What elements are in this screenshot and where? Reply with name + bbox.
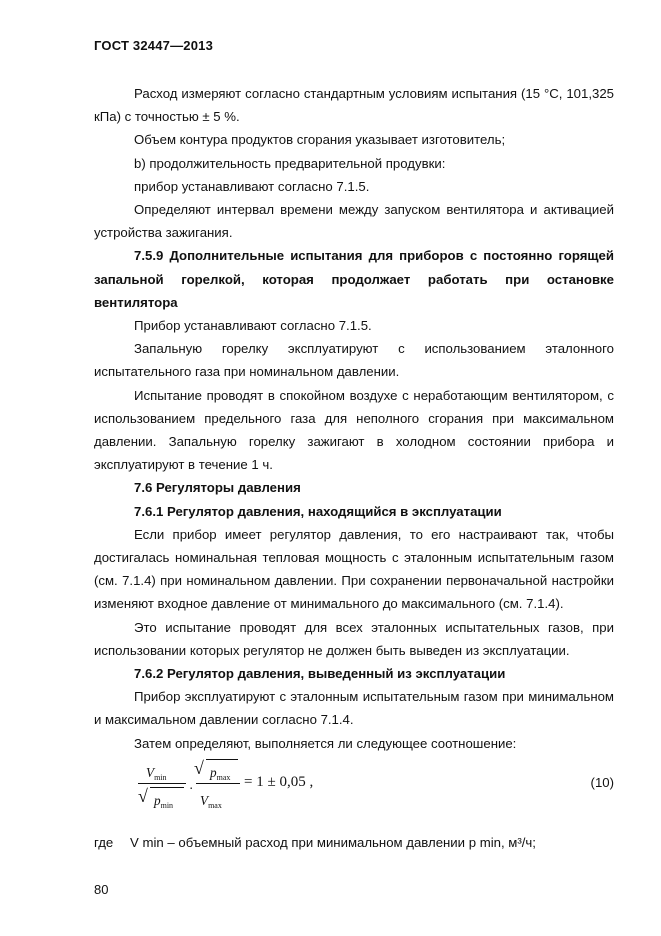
fraction-bar	[138, 783, 186, 784]
section-heading-7-6: 7.6 Регуляторы давления	[134, 480, 301, 496]
where-clause	[94, 831, 614, 855]
formula-rhs: = 1 ± 0,05 ,	[244, 773, 314, 790]
paragraph: Прибор устанавливают согласно 7.1.5.	[134, 318, 372, 334]
multiply-dot: ·	[189, 780, 194, 796]
sqrt-icon: √	[194, 757, 204, 778]
paragraph: Определяют интервал времени между запуском вентилятора и активацией устройства зажигания.	[94, 202, 614, 241]
paragraph: Объем контура продуктов сгорания указывает изготовитель;	[134, 132, 506, 148]
radical-bar	[150, 787, 184, 788]
paragraph: Прибор эксплуатируют с эталонным испытательным газом при минимальном и максимальном давлении согласно 7.1.4.	[94, 689, 614, 728]
document-header: ГОСТ 32447—2013	[94, 38, 213, 53]
paragraph: Если прибор имеет регулятор давления, то его настраивают так, чтобы достигалась номинальная тепловая мощность с эталонным испытательным газом (см. 7.1.4) при номинальном давлении. При сохранении первоначальной настройки изменяют входное давление от минимального до максимального (см. 7.1.4).	[94, 526, 614, 612]
paragraph: прибор устанавливают согласно 7.1.5.	[134, 178, 370, 194]
where-label: где	[94, 834, 114, 850]
section-heading-7-6-1: 7.6.1 Регулятор давления, находящийся в эксплуатации	[134, 503, 502, 519]
section-heading-7-6-2: 7.6.2 Регулятор давления, выведенный из эксплуатации	[134, 666, 506, 682]
page-number: 80	[94, 882, 109, 897]
paragraph: Испытание проводят в спокойном воздухе с неработающим вентилятором, с использованием предельного газа для неполного сгорания при максимальном давлении. Запальную горелку зажигают в холодном состоянии прибора и эксплуатируют в течение 1 ч.	[94, 387, 614, 473]
paragraph: Это испытание проводят для всех эталонных испытательных газов, при использовании которых регулятор не должен быть выведен из эксплуатации.	[94, 619, 614, 658]
formula-p-min: $p_{min}$	[154, 792, 174, 810]
section-heading-7-5-9: 7.5.9 Дополнительные испытания для приборов с постоянно горящей запальной горелкой, которая продолжает работать при остановке вентилятора	[94, 248, 614, 310]
equation-number: (10)	[590, 774, 614, 790]
radical-bar	[206, 759, 238, 760]
formula-v-min: $V_{min}$	[146, 764, 167, 782]
page-body	[94, 82, 614, 855]
paragraph: Затем определяют, выполняется ли следующее соотношение:	[134, 735, 517, 751]
fraction-bar	[196, 783, 240, 784]
formula-p-max: $p_{max}$	[210, 764, 231, 782]
formula-10	[94, 757, 614, 827]
sqrt-icon: √	[138, 785, 148, 806]
paragraph: b) продолжительность предварительной продувки:	[134, 155, 446, 171]
formula-v-max: $V_{max}$	[200, 792, 222, 810]
paragraph: Расход измеряют согласно стандартным условиям испытания (15 °C, 101,325 кПа) с точностью ± 5 %.	[94, 86, 614, 125]
where-definition: V min – объемный расход при минимальном давлении p min, м³/ч;	[130, 834, 536, 850]
paragraph: Запальную горелку эксплуатируют с использованием эталонного испытательного газа при номинальном давлении.	[94, 341, 614, 380]
